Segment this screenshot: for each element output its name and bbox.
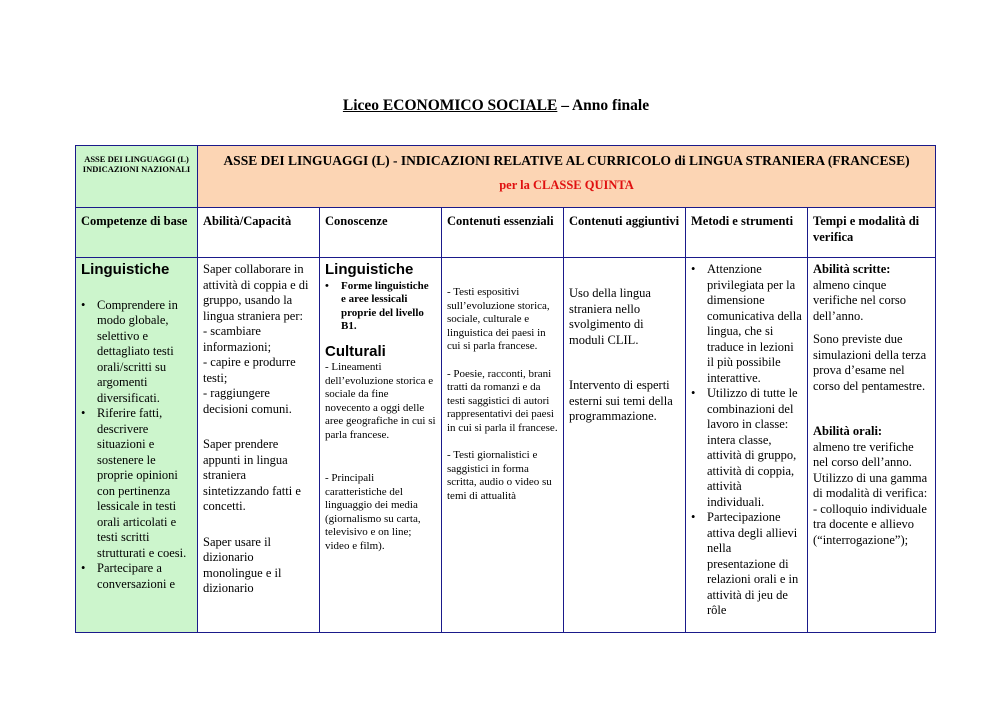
conoscenze-item: Forme linguistiche e aree lessicali proprie del livello B1. — [341, 279, 429, 332]
cell-conoscenze: Linguistiche • Forme linguistiche e aree lessicali proprie del livello B1. Culturali - Lineamenti dell’evoluzione storica e sociale da fine novecento a oggi delle aree geografiche in cui si parla francese. - Principali caratteristiche del linguaggio dei media (giornalismo su carta, televisivo e on line; video e film). — [320, 258, 442, 633]
col-header: Abilità/Capacità — [198, 208, 320, 258]
metodi-item: Utilizzo di tutte le combinazioni del lavoro in classe: intera classe, attività di gruppo, attività di coppia, attività individuali. — [707, 386, 798, 509]
cell-aggiuntivi — [564, 258, 686, 633]
header-main-text: ASSE DEI LINGUAGGI (L) - INDICAZIONI RELATIVE AL CURRICOLO di LINGUA STRANIERA (FRANCESE) — [223, 153, 910, 168]
abilita-text: Saper collaborare in attività di coppia e di gruppo, usando la lingua straniera per: — [203, 262, 309, 323]
cell-essenziali — [442, 258, 564, 633]
abilita-text: - raggiungere decisioni comuni. — [203, 386, 292, 416]
competenze-heading: Linguistiche — [81, 261, 170, 278]
tempi-text: Sono previste due simulazioni della terza prova d’esame nel corso del pentamestre. — [813, 332, 927, 393]
cell-tempi — [808, 258, 936, 633]
competenze-item: Partecipare a conversazioni e — [97, 561, 176, 591]
col-header: Tempi e modalità di verifica — [808, 208, 936, 258]
tempi-heading: Abilità scritte: — [813, 262, 891, 276]
essenziali-text: - Poesie, racconti, brani tratti da romanzi e da testi saggistici di autori rappresentativi dei paesi in cui si parla il francese. — [447, 367, 558, 434]
header-row — [76, 146, 936, 208]
competenze-item: Riferire fatti, descrivere situazioni e sostenere le proprie opinioni con pertinenza lessicale in testi orali articolati e testi scritti strutturati e coesi. — [97, 406, 187, 560]
content-row — [76, 258, 936, 633]
cell-competenze: Linguistiche • Comprendere in modo globale, selettivo e dettagliato testi orali/scritti su argomenti diversificati. • Riferire fatti, descrivere situazioni e sostenere le proprie opinioni con pertinenza lessicale in testi orali articolati e testi scritti strutturati e coesi. • Partecipare a conversazioni e — [76, 258, 198, 633]
abilita-text: Saper prendere appunti in lingua straniera sintetizzando fatti e concetti. — [203, 437, 301, 513]
header-main — [198, 146, 936, 208]
col-header: Competenze di base — [76, 208, 198, 258]
col-header: Contenuti essenziali — [442, 208, 564, 258]
abilita-text: Saper usare il dizionario monolingue e il dizionario — [203, 534, 282, 595]
tempi-text: almeno tre verifiche nel corso dell’anno. — [813, 439, 914, 469]
conoscenze-text: - Lineamenti dell’evoluzione storica e sociale da fine novecento a oggi delle aree geografiche in cui si parla francese. — [325, 361, 436, 441]
conoscenze-heading: Culturali — [325, 342, 386, 360]
column-header-row — [76, 208, 936, 258]
metodi-item: Partecipazione attiva degli allievi nella presentazione di relazioni orali e in attività di jeu de rôle — [707, 510, 799, 617]
header-sub-text: per la CLASSE QUINTA — [499, 178, 634, 192]
cell-metodi: • Attenzione privilegiata per la dimensione comunicativa della lingua, che si traduce in lezioni il più possibile interattive. • Utilizzo di tutte le combinazioni del lavoro in classe: intera classe, attività di gruppo, attività di coppia, attività individuali. • Partecipazione attiva degli allievi nella presentazione di relazioni orali e in attività di jeu de rôle — [686, 258, 808, 633]
essenziali-text: - Testi espositivi sull’evoluzione storica, sociale, culturale e linguistica dei paesi in cui si parla francese. — [447, 286, 550, 352]
essenziali-text: - Testi giornalistici e saggistici in forma scritta, audio o video su temi di attualità — [447, 449, 552, 502]
tempi-text: Utilizzo di una gamma di modalità di verifica: — [813, 470, 928, 500]
aggiuntivi-text: Uso della lingua straniera nello svolgimento di moduli CLIL. — [569, 286, 651, 347]
col-header: Conoscenze — [320, 208, 442, 258]
aggiuntivi-text: Intervento di esperti esterni sui temi della programmazione. — [569, 378, 673, 423]
competenze-item: Comprendere in modo globale, selettivo e dettagliato testi orali/scritti su argomenti diversificati. — [97, 297, 178, 405]
conoscenze-heading: Linguistiche — [325, 261, 414, 278]
tempi-text: almeno cinque verifiche nel corso dell’anno. — [813, 277, 907, 323]
conoscenze-text: - Principali caratteristiche del linguaggio dei media (giornalismo su carta, televisivo e on line; video e film). — [325, 472, 421, 552]
tempi-text: - colloquio individuale tra docente e allievo (“interrogazione”); — [813, 501, 927, 547]
cell-abilita — [198, 258, 320, 633]
metodi-item: Attenzione privilegiata per la dimensione comunicativa della lingua, che si traduce in lezioni il più possibile interattive. — [707, 262, 802, 385]
curriculum-table — [75, 145, 936, 633]
header-left: ASSE DEI LINGUAGGI (L) INDICAZIONI NAZIONALI — [76, 146, 198, 208]
page-title: Liceo ECONOMICO SOCIALE – Anno finale — [342, 97, 650, 114]
col-header: Metodi e strumenti — [686, 208, 808, 258]
col-header: Contenuti aggiuntivi — [564, 208, 686, 258]
abilita-text: - scambiare informazioni; — [203, 324, 272, 354]
abilita-text: - capire e produrre testi; — [203, 355, 296, 385]
tempi-heading: Abilità orali: — [813, 424, 883, 438]
